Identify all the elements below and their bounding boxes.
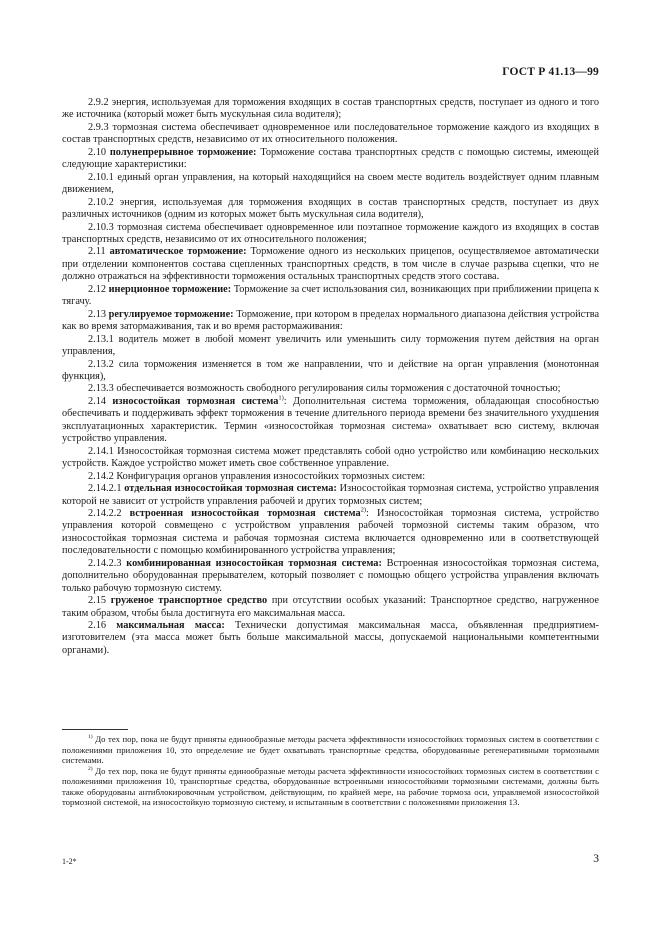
clause-2-13-2 — [62, 359, 599, 384]
footnote-2 — [62, 766, 599, 808]
clause-2-14 — [62, 396, 599, 446]
clause-text: сила торможения изменяется в том же направлении, что и действие на орган управления (монотонная функция), — [62, 358, 599, 382]
footnote-mark: 1) — [88, 734, 93, 741]
clause-number: 2.14 — [88, 395, 107, 407]
main-text — [62, 97, 599, 657]
clause-text: обеспечивается возможность свободного регулирования силы торможения с достаточной точностью; — [116, 383, 561, 395]
clause-2-15 — [62, 595, 599, 620]
clause-number: 2.14.2 — [88, 470, 114, 482]
clause-text: Встроенная износостойкая тормозная система, дополнительно оборудованная прерывателем, который позволяет с помощью общего устройства управления включать только рабочую тормозную систему. — [62, 557, 600, 594]
defined-term: комбинированная износостойкая тормозная система: — [126, 557, 382, 569]
clause-text: энергия, используемая для торможения входящих в состав транспортных средств, поступает из одного и того же источника (который может быть мускульная сила водителя); — [62, 97, 599, 121]
clause-2-13 — [62, 309, 599, 334]
defined-term: встроенная износостойкая тормозная система — [129, 507, 361, 519]
clause-2-12 — [62, 284, 599, 309]
clause-number: 2.12 — [88, 283, 107, 295]
clause-2-13-1 — [62, 334, 599, 359]
clause-number: 2.13.1 — [88, 333, 114, 345]
defined-term: груженое транспортное средство — [110, 595, 268, 607]
clause-number: 2.10.1 — [88, 171, 114, 183]
footnote-text: До тех пор, пока не будут приняты единообразные методы расчета эффективности износостойких тормозных систем в соответствии с положениями приложения 10, транспортные средства, оборудованные встроенными износостойкими тормозными системами, должны быть также оборудованы антиблокировочным устройством, действующим, по крайней мере, на рабочие тормоза оси, управляемой износостойкой тормозной системой, на износостойкую тормозную систему, и испытанным в соответствии с положениями приложения 13. — [62, 765, 600, 808]
sheet-mark: 1-2* — [62, 857, 77, 866]
clause-number: 2.10.2 — [88, 196, 114, 208]
clause-2-9-3 — [62, 122, 599, 147]
footnote-text: До тех пор, пока не будут приняты единообразные методы расчета эффективности износостойких тормозных систем в соответствии с положениями приложения 10, это определение не будет охватывать транспортные средства, оборудованные регенеративными тормозными системами. — [62, 734, 600, 766]
clause-2-14-2-2 — [62, 508, 599, 558]
clause-number: 2.13.3 — [88, 383, 114, 395]
footnote-reference: 2) — [360, 506, 367, 514]
defined-term: инерционное торможение: — [108, 283, 232, 295]
page-number: 3 — [593, 853, 599, 865]
footnote-separator — [62, 729, 128, 730]
clause-number: 2.14.2.1 — [88, 483, 122, 495]
clause-number: 2.10 — [88, 146, 107, 158]
clause-text: водитель может в любой момент увеличить или уменьшить силу торможения путем действия на орган управления, — [62, 333, 599, 358]
footnote-mark: 2) — [88, 765, 93, 772]
clause-text: Технически допустимая максимальная масса, объявленная предприятием-изготовителем (эта масса может быть больше максимальной массы, допускаемой национальными компетентными органами). — [62, 620, 599, 656]
clause-2-10-3 — [62, 222, 599, 247]
standard-code-header: ГОСТ Р 41.13—99 — [502, 66, 599, 78]
footnote-1 — [62, 734, 599, 766]
clause-text: тормозная система обеспечивает одновременное или последовательное торможение каждого из входящих в состав транспортных средств, независимо от их относительного положения. — [62, 121, 600, 146]
clause-text: Конфигурация органов управления износостойких тормозных систем: — [116, 470, 426, 482]
clause-number: 2.14.1 — [88, 445, 114, 457]
clause-number: 2.10.3 — [88, 221, 114, 233]
clause-number: 2.9.2 — [88, 97, 109, 108]
clause-number: 2.9.3 — [88, 121, 109, 133]
clause-text: Торможение, при котором в пределах нормального диапазона действия устройства как во время затормаживания, так и во время растормаживания: — [62, 308, 600, 333]
clause-2-9-2 — [62, 97, 599, 122]
clause-2-14-2-1 — [62, 483, 599, 508]
defined-term: максимальная масса: — [116, 620, 225, 632]
clause-2-10-1 — [62, 172, 599, 197]
clause-number: 2.13.2 — [88, 358, 114, 370]
clause-2-13-3 — [62, 383, 599, 395]
clause-number: 2.13 — [88, 308, 107, 320]
footnotes — [62, 734, 599, 808]
footnote-reference: 1) — [278, 394, 284, 402]
clause-text: : Износостойкая тормозная система, устройство управления которой совмещено с устройством управления рабочей тормозной системы таким образом, что износостойкая тормозная система и рабочая тормозная система включается одновременно или в соответствующей последовательности с помощью комбинированного устройства управления; — [62, 507, 600, 557]
clause-text: Торможение состава транспортных средств с помощью системы, имеющей следующие характеристики: — [62, 146, 599, 171]
clause-text: Торможение одного из нескольких прицепов, осуществляемое автоматически при отделении компонентов состава сцепленных транспортных средств, в том числе в случае разрыва сцепки, что не должно отражаться на эффективности торможения остальных транспортных средств этого состава. — [62, 246, 599, 283]
clause-2-11 — [62, 246, 599, 283]
clause-2-14-1 — [62, 446, 599, 471]
clause-2-16 — [62, 620, 599, 657]
clause-text: при отсутствии особых указаний: Транспортное средство, нагруженное таким образом, чтобы была достигнута его максимальная масса. — [62, 595, 599, 619]
clause-number: 2.14.2.3 — [88, 557, 122, 569]
defined-term: регулируемое торможение: — [108, 308, 234, 320]
clause-text: единый орган управления, на который находящийся на своем месте водитель воздействует одним плавным движением, — [62, 171, 599, 196]
clause-text: : Дополнительная система торможения, обладающая способностью обеспечивать и поддерживать эффект торможения в течение длительного периода времени без значительного ухудшения эксплуатационных характеристик. Термин «износостойкая тормозная система» охватывает всю систему, включая устройство управления. — [62, 395, 599, 445]
clause-number: 2.16 — [88, 620, 107, 632]
clause-text: Торможение за счет использования сил, возникающих при приближении прицепа к тягачу. — [62, 283, 600, 308]
clause-text: Износостойкая тормозная система, устройство управления которой не зависит от устройств управления рабочей и других тормозных систем; — [62, 483, 599, 507]
clause-2-14-2 — [62, 471, 599, 483]
clause-number: 2.14.2.2 — [88, 507, 122, 519]
clause-number: 2.11 — [88, 246, 106, 258]
defined-term: автоматическое торможение: — [109, 246, 247, 258]
defined-term: отдельная износостойкая тормозная система: — [124, 483, 337, 495]
clause-text: энергия, используемая для торможения входящих в состав транспортных средств, поступает из двух различных источников (одним из которых может быть мускульная сила водителя), — [62, 196, 600, 221]
clause-2-10 — [62, 147, 599, 172]
clause-2-14-2-3 — [62, 558, 599, 595]
clause-number: 2.15 — [88, 595, 107, 607]
clause-2-10-2 — [62, 197, 599, 222]
defined-term: износостойкая тормозная система — [112, 395, 279, 407]
defined-term: полунепрерывное торможение: — [109, 146, 257, 158]
clause-text: Износостойкая тормозная система может представлять собой одно устройство или комбинацию нескольких устройств. Каждое устройство может иметь свое собственное управление. — [62, 445, 599, 470]
clause-text: тормозная система обеспечивает одновременное или поэтапное торможение каждого из входящих в состав транспортных средств, независимо от их относительного положения; — [62, 221, 599, 245]
